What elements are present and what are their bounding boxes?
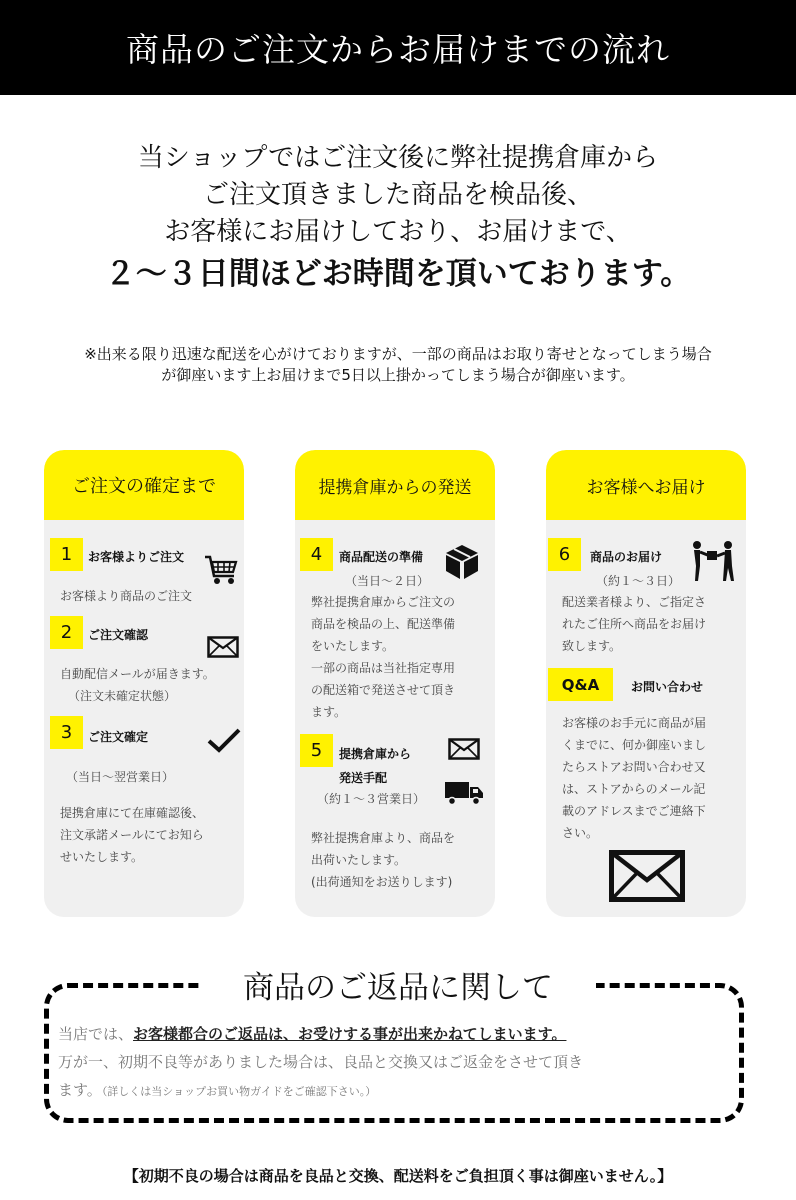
returns-policy-emphasis: お客様都合のご返品は、お受けする事が出来かねてしまいます。 bbox=[133, 1025, 567, 1043]
step-duration: （当日～２日） bbox=[345, 574, 430, 588]
desc-line: 出荷いたします。 bbox=[311, 853, 407, 867]
step-title: お客様よりご注文 bbox=[88, 550, 185, 564]
step-description: 提携倉庫にて在庫確認後、 bbox=[60, 806, 205, 820]
returns-line-3 bbox=[58, 1076, 738, 1106]
step-duration: （当日～翌営業日） bbox=[66, 770, 175, 784]
desc-line: ます。 bbox=[311, 705, 347, 719]
intro-line-2: ご注文頂きました商品を検品後、 bbox=[202, 180, 593, 210]
step-title: ご注文確定 bbox=[88, 730, 149, 744]
intro-line-3: お客様にお届けしており、お届けまで、 bbox=[164, 217, 632, 247]
step-duration: （約１～３営業日） bbox=[317, 792, 426, 806]
step-title: 商品配送の準備 bbox=[339, 550, 424, 564]
step-number: 5 bbox=[300, 734, 333, 767]
delivery-person-icon bbox=[690, 540, 736, 582]
desc-line: さい。 bbox=[562, 826, 599, 840]
shipping-note bbox=[0, 344, 796, 386]
step-description bbox=[311, 827, 455, 893]
step-description: 自動配信メールが届きます。 bbox=[60, 667, 215, 681]
truck-icon bbox=[444, 780, 484, 806]
step-description: せいたします。 bbox=[60, 850, 144, 864]
desc-line: れたご住所へ商品をお届け bbox=[562, 617, 707, 631]
note-line-2: が御座います上お届けまで5日以上掛かってしまう場合が御座います。 bbox=[161, 366, 635, 384]
returns-guide-note: （詳しくは当ショップお買い物ガイドをご確認下さい。） bbox=[101, 1085, 377, 1098]
returns-line-1 bbox=[58, 1020, 738, 1048]
step-number: 1 bbox=[50, 538, 83, 571]
desc-line: 弊社提携倉庫からご注文の bbox=[311, 595, 456, 609]
step-title: ご注文確認 bbox=[88, 628, 149, 642]
delivery-days: ２～３日間 bbox=[104, 256, 260, 292]
returns-line-3-text: ます。 bbox=[58, 1081, 102, 1099]
card-title: ご注文の確定まで bbox=[44, 450, 244, 520]
desc-line: の配送箱で発送させて頂き bbox=[311, 683, 456, 697]
desc-line: 弊社提携倉庫より、商品を bbox=[311, 831, 456, 845]
returns-title bbox=[200, 962, 596, 1007]
footer-note: 【初期不良の場合は商品を良品と交換、配送料をご負担頂く事は御座いません。】 bbox=[123, 1167, 673, 1185]
envelope-icon bbox=[207, 636, 239, 658]
page-header bbox=[0, 0, 796, 95]
step-title: 商品のお届け bbox=[590, 550, 663, 564]
desc-line: お客様のお手元に商品が届 bbox=[562, 716, 707, 730]
step-description: お客様より商品のご注文 bbox=[60, 589, 193, 603]
checkmark-icon bbox=[207, 728, 241, 754]
desc-line: (出荷通知をお送りします) bbox=[311, 875, 453, 889]
desc-line: 致します。 bbox=[562, 639, 622, 653]
desc-line: くまでに、何か御座いまし bbox=[562, 738, 707, 752]
desc-line: は、ストアからのメール記 bbox=[562, 782, 706, 796]
desc-line: をいたします。 bbox=[311, 639, 395, 653]
package-icon bbox=[445, 544, 479, 580]
step-title: 提携倉庫から bbox=[339, 747, 412, 761]
step-number: 6 bbox=[548, 538, 581, 571]
card-title: お客様へお届け bbox=[546, 450, 746, 520]
step-description bbox=[311, 591, 455, 723]
qa-description bbox=[562, 712, 706, 844]
intro-line-4-rest: ほどお時間を頂いております。 bbox=[259, 256, 692, 292]
desc-line: 配送業者様より、ご指定さ bbox=[562, 595, 707, 609]
page-title: 商品のご注文からお届けまでの流れ bbox=[126, 30, 670, 69]
step-description bbox=[562, 591, 706, 657]
desc-line: 一部の商品は当社指定専用 bbox=[311, 661, 456, 675]
desc-line: 商品を検品の上、配送準備 bbox=[311, 617, 456, 631]
step-title: 発送手配 bbox=[339, 771, 388, 785]
card-warehouse-shipping bbox=[295, 450, 495, 917]
qa-title: お問い合わせ bbox=[631, 680, 704, 694]
envelope-icon bbox=[609, 850, 685, 902]
step-duration: （約１～３日） bbox=[596, 574, 681, 588]
returns-title-text: 商品のご返品に関して bbox=[243, 970, 553, 1006]
card-customer-delivery bbox=[546, 450, 746, 917]
desc-line: 載のアドレスまでご連絡下 bbox=[562, 804, 706, 818]
step-number: 2 bbox=[50, 616, 83, 649]
note-line-1: ※出来る限り迅速な配送を心がけておりますが、一部の商品はお取り寄せとなってしまう場合 bbox=[84, 345, 712, 363]
step-status: （注文未確定状態） bbox=[68, 689, 177, 703]
card-order-confirm bbox=[44, 450, 244, 917]
card-title: 提携倉庫からの発送 bbox=[295, 450, 495, 520]
step-number: 3 bbox=[50, 716, 83, 749]
intro-text bbox=[0, 140, 796, 297]
intro-line-4 bbox=[0, 251, 796, 297]
intro-line-1: 当ショップではご注文後に弊社提携倉庫から bbox=[137, 143, 659, 173]
step-description: 注文承諾メールにてお知ら bbox=[60, 828, 204, 842]
step-number: 4 bbox=[300, 538, 333, 571]
envelope-icon bbox=[448, 738, 480, 760]
returns-line-1-prefix: 当店では、 bbox=[58, 1025, 134, 1043]
returns-text bbox=[58, 1020, 738, 1106]
qa-badge: Q&A bbox=[548, 668, 613, 701]
desc-line: たらストアお問い合わせ又 bbox=[562, 760, 706, 774]
returns-line-2: 万が一、初期不良等がありました場合は、良品と交換又はご返金をさせて頂き bbox=[58, 1053, 584, 1071]
cart-icon bbox=[204, 554, 238, 586]
